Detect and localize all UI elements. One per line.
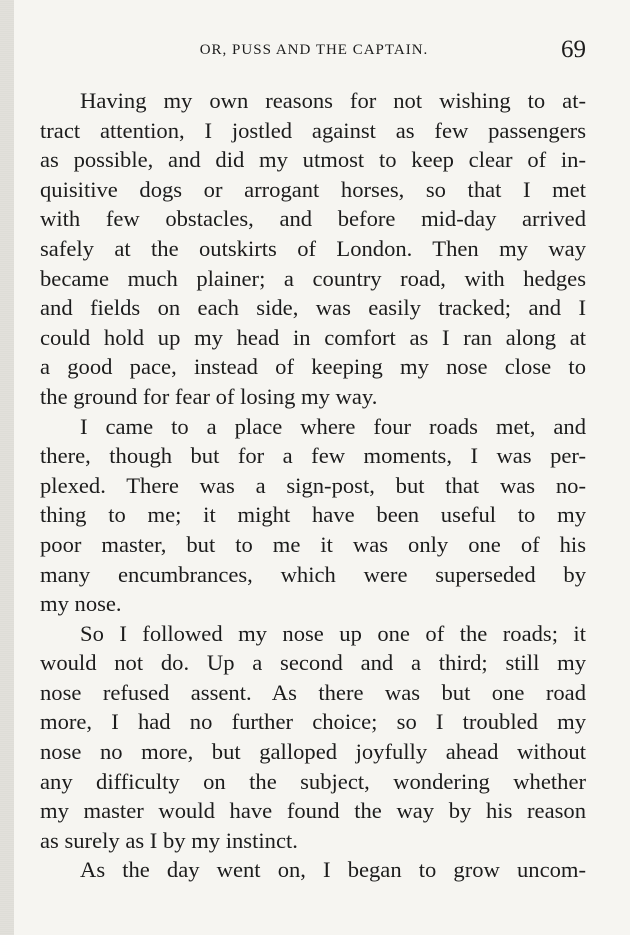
- text-line: any difficulty on the subject, wondering whether: [40, 768, 586, 794]
- text-line: and fields on each side, was easily tracked; and I: [40, 295, 586, 321]
- text-line: my nose.: [40, 591, 122, 617]
- text-line: many encumbrances, which were superseded by: [40, 561, 586, 587]
- text-line: tract attention, I jostled against as few passengers: [40, 117, 586, 143]
- page-number: 69: [561, 36, 586, 63]
- text-line: poor master, but to me it was only one of his: [40, 531, 586, 557]
- text-line: So I followed my nose up one of the roads; it: [80, 620, 586, 646]
- text-line: thing to me; it might have been useful to my: [40, 502, 586, 528]
- text-line: as possible, and did my utmost to keep clear of in-: [40, 147, 586, 173]
- text-line: Having my own reasons for not wishing to at-: [80, 88, 586, 113]
- paragraph-3: [40, 619, 586, 856]
- text-line: nose no more, but galloped joyfully ahead without: [40, 739, 586, 765]
- text-line: would not do. Up a second and a third; still my: [40, 650, 586, 676]
- text-line: the ground for fear of losing my way.: [40, 383, 378, 409]
- text-line: more, I had no further choice; so I troubled my: [40, 709, 586, 735]
- text-line: I came to a place where four roads met, and: [80, 413, 586, 439]
- running-head: [40, 38, 588, 68]
- paragraph-2: [40, 412, 586, 619]
- text-line: nose refused assent. As there was but one road: [40, 679, 586, 705]
- paragraph-1: [40, 86, 586, 412]
- text-line: quisitive dogs or arrogant horses, so that I met: [40, 176, 586, 202]
- text-line: As the day went on, I began to grow uncom-: [80, 857, 586, 883]
- text-line: a good pace, instead of keeping my nose close to: [40, 354, 586, 380]
- text-line: safely at the outskirts of London. Then my way: [40, 235, 586, 261]
- running-title: OR, PUSS AND THE CAPTAIN.: [199, 42, 429, 58]
- body-text: [40, 86, 586, 885]
- text-line: my master would have found the way by his reason: [40, 798, 586, 824]
- paragraph-4: [40, 855, 586, 885]
- text-line: could hold up my head in comfort as I ran along at: [40, 324, 586, 350]
- text-line: became much plainer; a country road, with hedges: [40, 265, 586, 291]
- text-line: as surely as I by my instinct.: [40, 827, 298, 853]
- text-line: there, though but for a few moments, I was per-: [40, 443, 586, 469]
- text-line: with few obstacles, and before mid-day arrived: [40, 206, 586, 232]
- text-line: plexed. There was a sign-post, but that was no-: [40, 472, 586, 498]
